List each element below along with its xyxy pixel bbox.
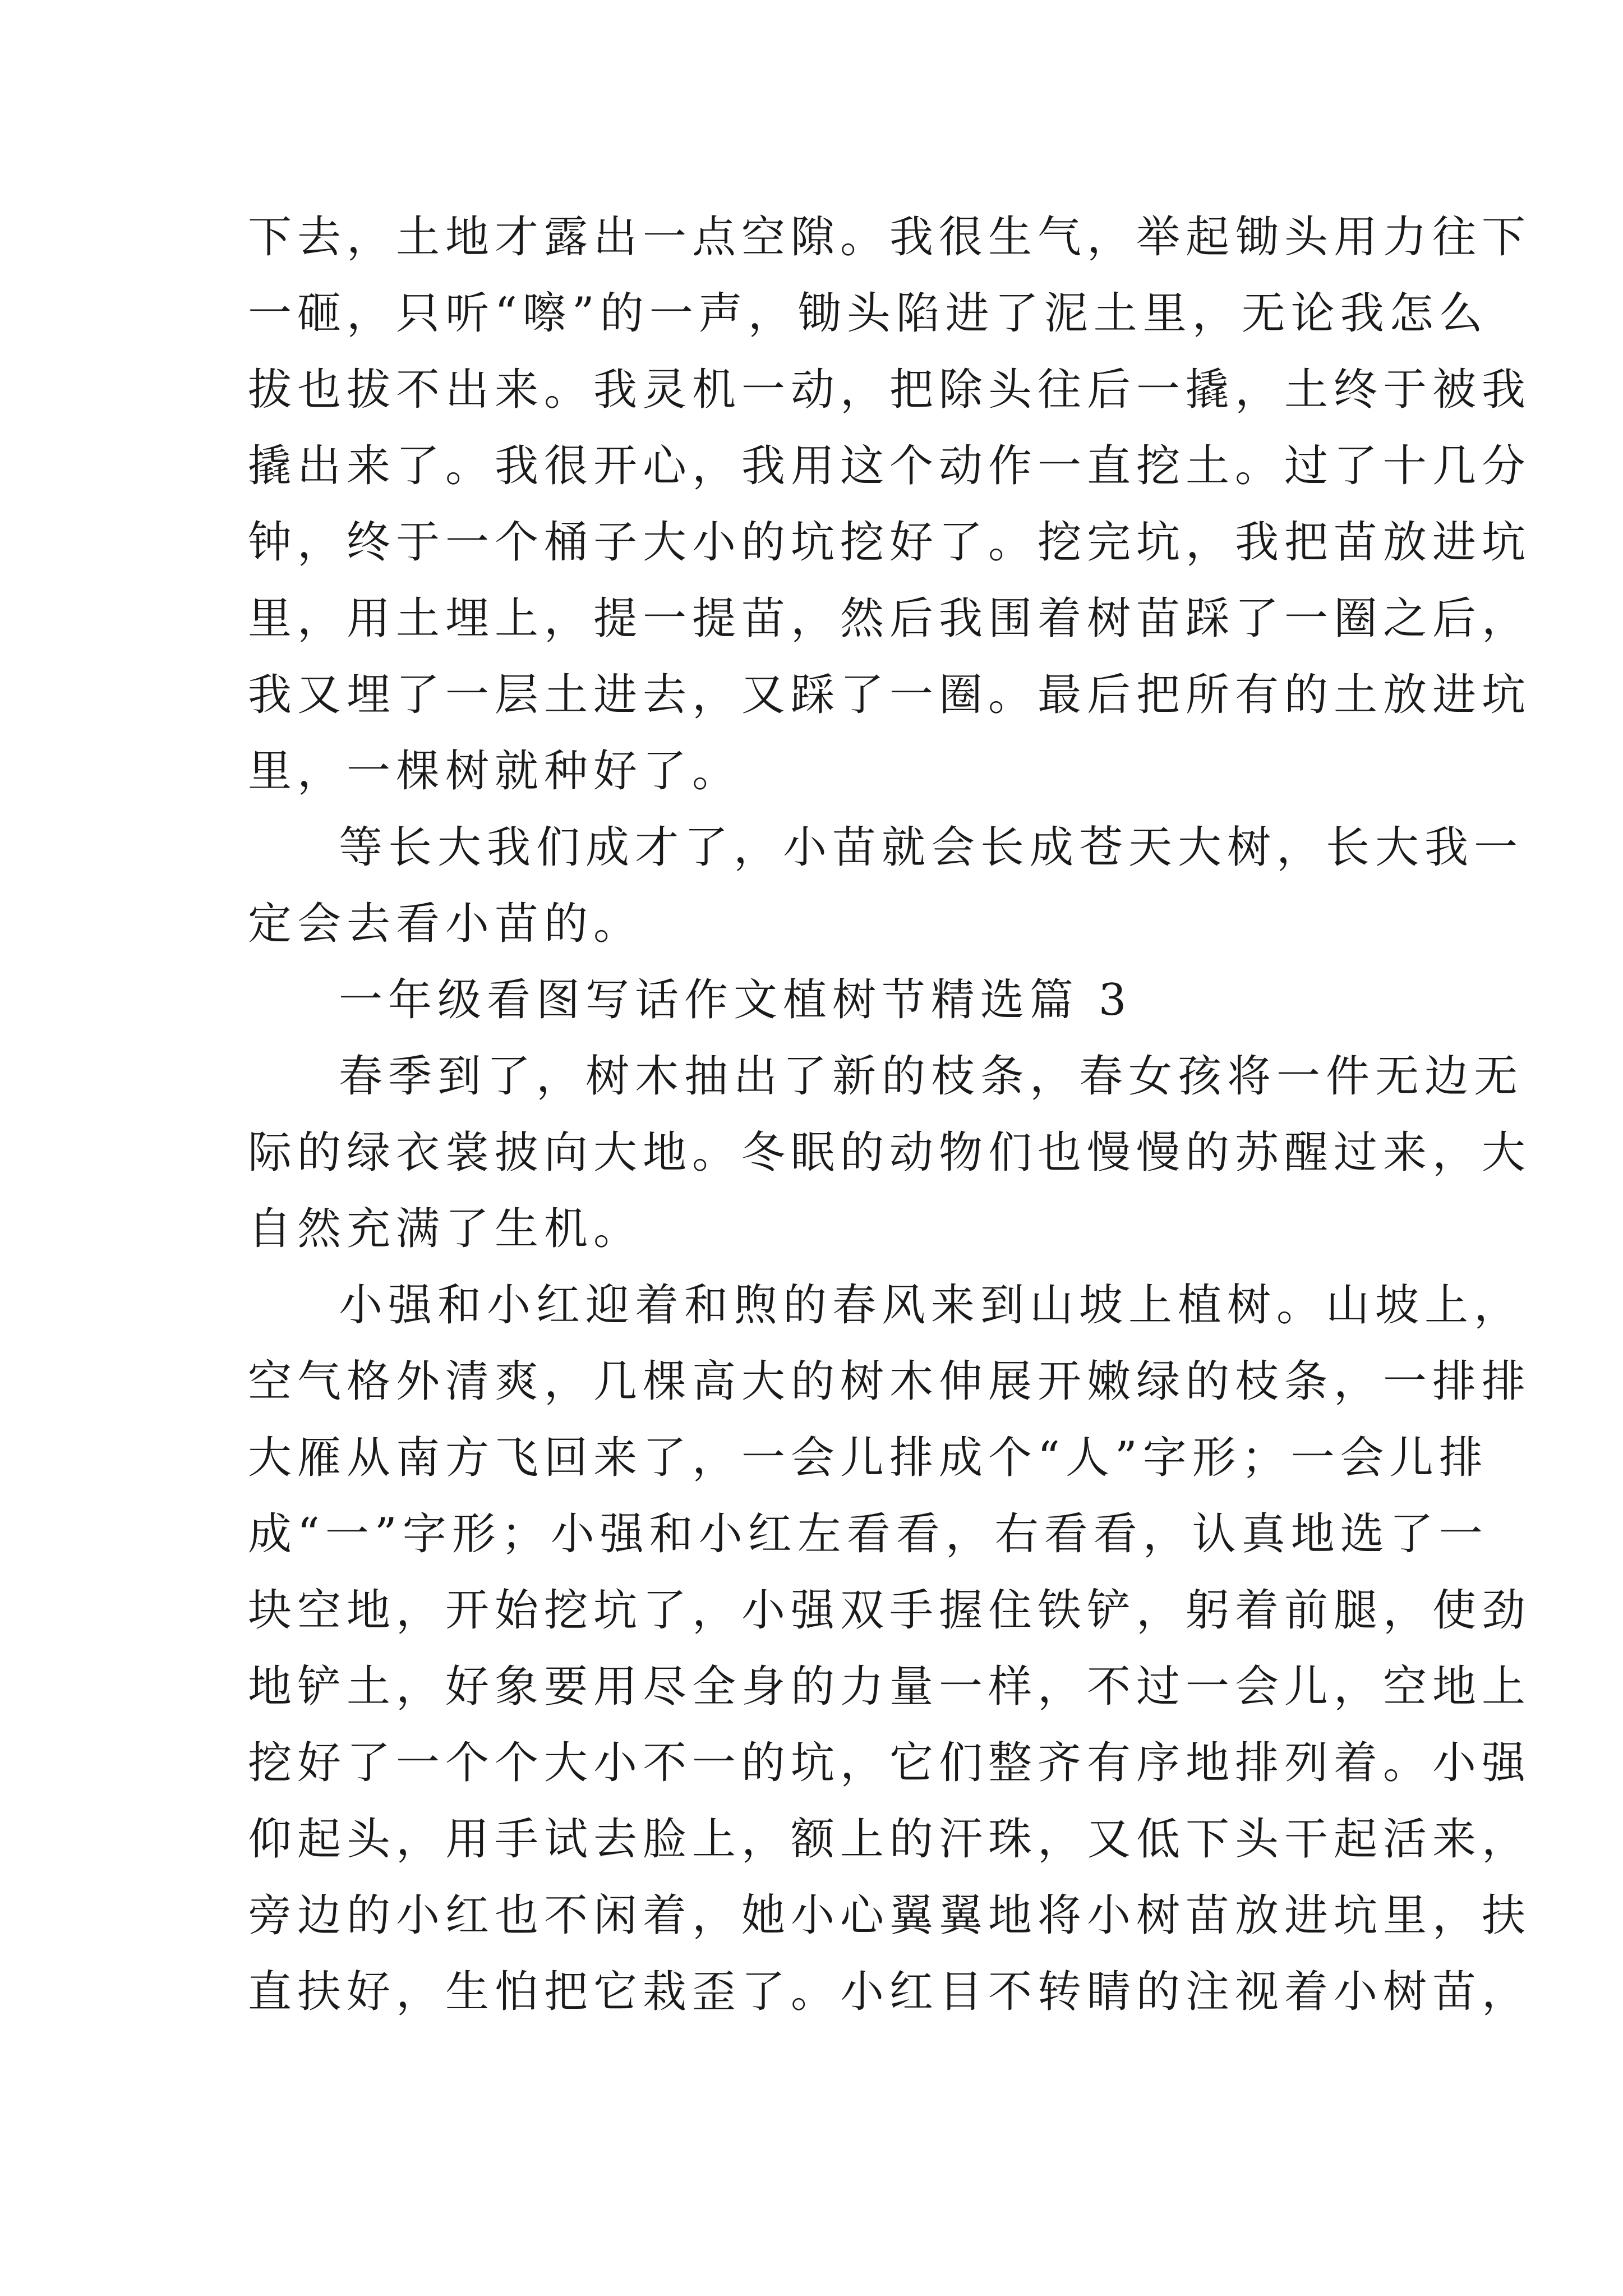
text-line: 下去，土地才露出一点空隙。我很生气，举起锄头用力往下: [248, 212, 1532, 263]
text-line: 挖好了一个个大小不一的坑，它们整齐有序地排列着。小强: [248, 1738, 1532, 1788]
text-line: 大雁从南方飞回来了，一会儿排成个“人”字形；一会儿排: [248, 1433, 1488, 1483]
text-line: 撬出来了。我很开心，我用这个动作一直挖土。过了十几分: [248, 441, 1532, 491]
text-line: 里，一棵树就种好了。: [248, 746, 742, 797]
text-line: 等长大我们成才了，小苗就会长成苍天大树，长大我一: [339, 822, 1524, 873]
text-line: 成“一”字形；小强和小红左看看，右看看，认真地选了一: [248, 1509, 1488, 1559]
paragraph-3: [248, 1038, 1532, 1267]
text-line: 拔也拔不出来。我灵机一动，把除头往后一撬，土终于被我: [248, 365, 1532, 415]
text-line: 里，用土埋上，提一提苗，然后我围着树苗踩了一圈之后，: [248, 593, 1532, 644]
text-line: 地铲土，好象要用尽全身的力量一样，不过一会儿，空地上: [248, 1662, 1532, 1712]
text-line: 定会去看小苗的。: [248, 899, 643, 949]
document-body: [248, 199, 1532, 2030]
paragraph-1: [248, 199, 1532, 809]
text-line: 钟，终于一个桶子大小的坑挖好了。挖完坑，我把苗放进坑: [248, 517, 1532, 568]
paragraph-2: [248, 809, 1524, 962]
paragraph-4: [248, 1267, 1532, 2030]
text-line: 自然充满了生机。: [248, 1204, 643, 1254]
section-heading: 一年级看图写话作文植树节精选篇 3: [339, 975, 1132, 1025]
text-line: 我又埋了一层土进去，又踩了一圈。最后把所有的土放进坑: [248, 670, 1532, 720]
text-line: 际的绿衣裳披向大地。冬眠的动物们也慢慢的苏醒过来，大: [248, 1128, 1532, 1178]
text-line: 春季到了，树木抽出了新的枝条，春女孩将一件无边无: [339, 1051, 1524, 1102]
text-line: 小强和小红迎着和煦的春风来到山坡上植树。山坡上，: [339, 1280, 1524, 1331]
text-line: 仰起头，用手试去脸上，额上的汗珠，又低下头干起活来，: [248, 1814, 1532, 1865]
text-line: 空气格外清爽，几棵高大的树木伸展开嫩绿的枝条，一排排: [248, 1356, 1532, 1407]
text-line: 直扶好，生怕把它栽歪了。小红目不转睛的注视着小树苗，: [248, 1967, 1532, 2017]
text-line: 块空地，开始挖坑了，小强双手握住铁铲，躬着前腿，使劲: [248, 1585, 1532, 1636]
text-line: 旁边的小红也不闲着，她小心翼翼地将小树苗放进坑里，扶: [248, 1890, 1532, 1941]
text-line: 一砸，只听“嚓”的一声，锄头陷进了泥土里，无论我怎么: [248, 288, 1488, 339]
